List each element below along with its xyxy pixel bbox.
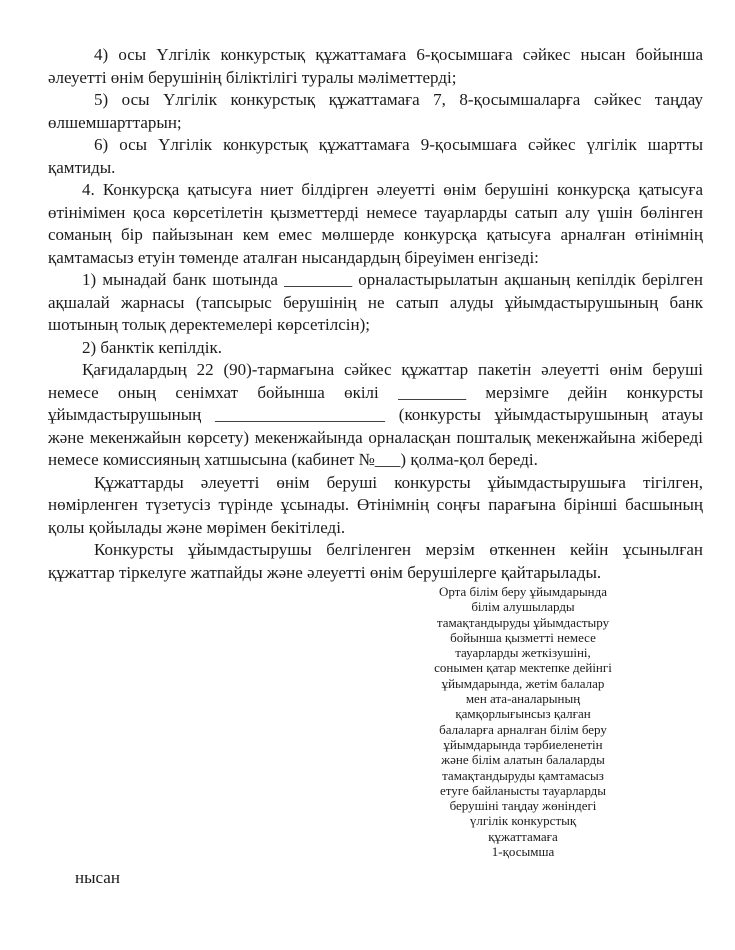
- appendix-line: үлгілік конкурстық: [469, 813, 577, 829]
- appendix-line: тамақтандыруды ұйымдастыру: [436, 614, 610, 630]
- appendix-line: қамқорлығынсыз қалған: [455, 706, 591, 722]
- appendix-line: етуге байланысты тауарларды: [440, 782, 606, 798]
- document-body: [48, 44, 703, 584]
- paragraph: Құжаттарды әлеуетті өнім беруші конкурсты ұйымдастырушыға тігілген, нөмірленген түзетусіз түрінде ұсынады. Өтінімнің соңғы парағына бірінші басшының қолы қойылады және мөрімен бекітіледі.: [48, 472, 703, 537]
- appendix-line: ұйымдарында, жетім балалар: [441, 675, 605, 691]
- appendix-line: 1-қосымша: [491, 844, 555, 860]
- appendix-line: балаларға арналған білім беру: [439, 721, 607, 737]
- paragraph: 5) осы Үлгілік конкурстық құжаттамаға 7, 8-қосымшаларға сәйкес таңдау өлшемшарттарын;: [48, 90, 703, 132]
- paragraph: 4. Конкурсқа қатысуға ниет білдірген әлеуетті өнім берушіні конкурсқа қатысуға өтінімімен қоса көрсетілетін қызметтерді немесе тауарларды сатып алу үшін бөлінген соманың бір пайызынан кем емес мөлшерде конкурсқа қатысуға арналған өтінімнің қамтамасыз етуін төменде аталған нысандардың біреуімен енгізеді:: [48, 180, 703, 267]
- paragraph: Қағидалардың 22 (90)-тармағына сәйкес құжаттар пакетін әлеуетті өнім беруші немесе оның сенімхат бойынша өкілі ________ мерзімге дейін конкурсты ұйымдастырушының ____________________ (конкурсты ұйымдастырушының атауы және мекенжайын көрсету) мекенжайында орналасқан пошталық мекенжайына жібереді немесе комиссияның хатшысына (кабинет №___) қолма-қол береді.: [48, 360, 703, 469]
- paragraph: 4) осы Үлгілік конкурстық құжаттамаға 6-қосымшаға сәйкес нысан бойынша әлеуетті өнім берушінің біліктілігі туралы мәліметтерді;: [48, 45, 703, 87]
- paragraph: 1) мынадай банк шотында ________ орналастырылатын ақшаның кепілдік берілген ақшалай жарнасы (тапсырыс берушінің не сатып алуды ұйымдастырушының банк шотының толық деректемелері көрсетілсін);: [48, 270, 703, 334]
- appendix-attribution: [370, 584, 676, 859]
- paragraph: Конкурсты ұйымдастырушы белгіленген мерзім өткеннен кейін ұсынылған құжаттар тіркелуге жатпайды және әлеуетті өнім берушілерге қайтарылады.: [48, 540, 703, 582]
- appendix-line: білім алушыларды: [471, 599, 575, 615]
- appendix-line: мен ата-аналарының: [465, 691, 581, 707]
- appendix-line: берушіні таңдау жөніндегі: [449, 798, 597, 814]
- appendix-line: тауарларды жеткізушіні,: [455, 645, 591, 661]
- appendix-line: тамақтандыруды қамтамасыз: [442, 767, 604, 783]
- paragraph: 2) банктік кепілдік.: [82, 337, 222, 357]
- appendix-line: ұйымдарында тәрбиеленетін: [443, 736, 603, 752]
- paragraph: 6) осы Үлгілік конкурстық құжаттамаға 9-қосымшаға сәйкес үлгілік шартты қамтиды.: [48, 135, 703, 177]
- appendix-line: Орта білім беру ұйымдарында: [438, 584, 608, 599]
- appendix-line: құжаттамаға: [488, 828, 558, 844]
- appendix-line: сонымен қатар мектепке дейінгі: [434, 660, 612, 676]
- form-label: нысан: [75, 868, 120, 888]
- appendix-line: және білім алатын балаларды: [441, 752, 605, 768]
- appendix-line: бойынша қызметті немесе: [450, 629, 596, 645]
